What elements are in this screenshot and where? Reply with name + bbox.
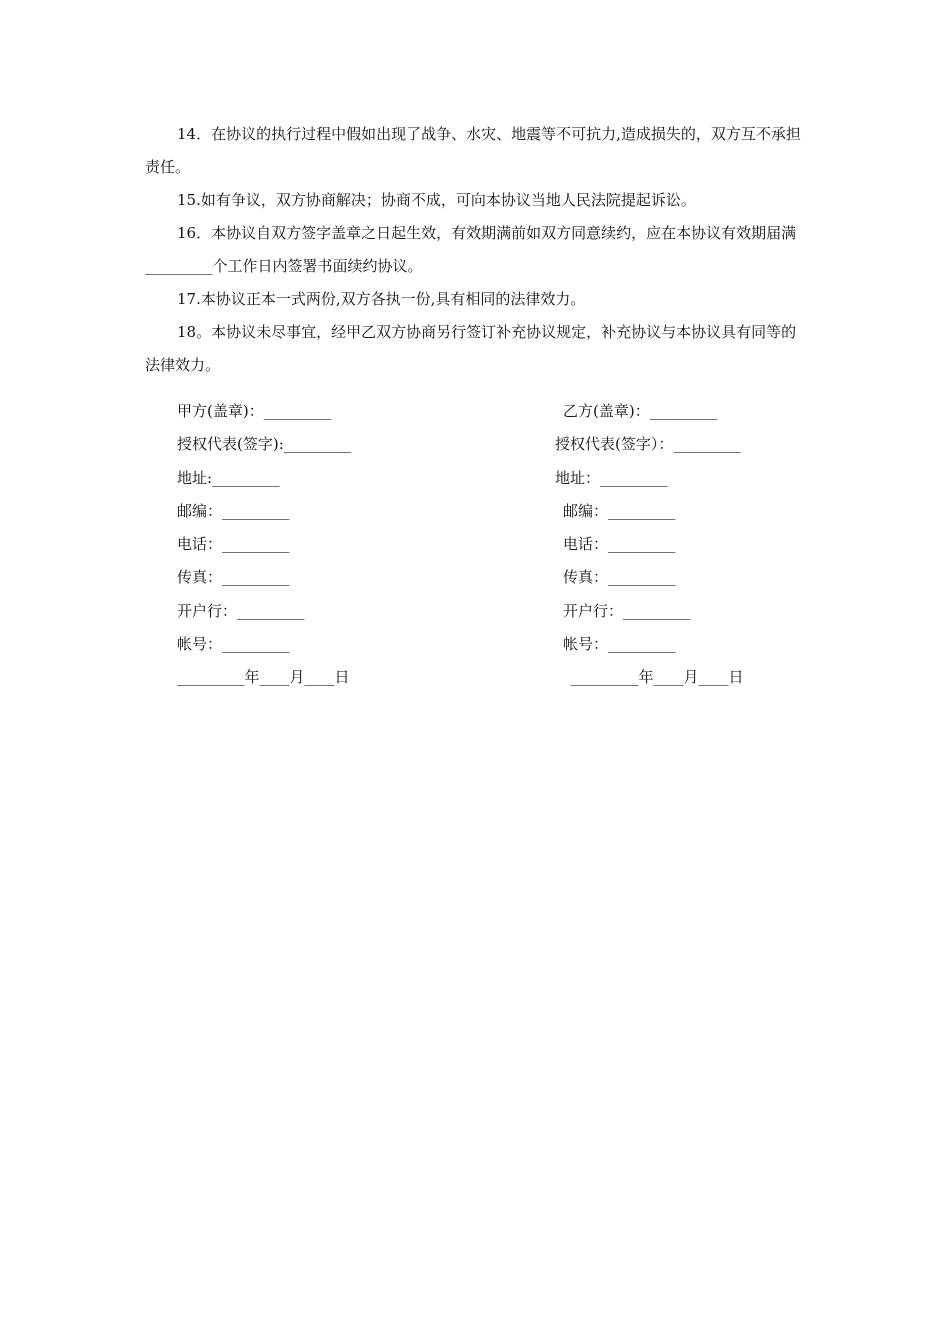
party-b-fax-line: 传真：_________ <box>563 568 676 587</box>
party-a-date-line: _________年____月____日 <box>177 668 350 687</box>
party-b-postcode-line: 邮编：_________ <box>563 501 676 520</box>
party-a-address-line: 地址:_________ <box>177 468 280 487</box>
agreement-clauses <box>145 118 805 382</box>
party-a-seal-line: 甲方(盖章)：_________ <box>177 402 332 420</box>
party-a-account-line: 帐号：_________ <box>177 635 290 654</box>
clause-18: 18。本协议未尽事宜，经甲乙双方协商另行签订补充协议规定，补充协议与本协议具有同等的法律效力。 <box>145 323 797 374</box>
party-a-fax-line: 传真：_________ <box>177 568 290 587</box>
party-b-representative-line: 授权代表(签字）：_________ <box>555 435 741 454</box>
party-b-signature-block <box>555 395 855 695</box>
party-a-signature-block <box>177 395 537 695</box>
clause-16: 16．本协议自双方签字盖章之日起生效，有效期满前如双方同意续约，应在本协议有效期届满_________个工作日内签署书面续约协议。 <box>145 224 797 275</box>
party-a-bank-line: 开户行：_________ <box>177 601 305 620</box>
party-b-bank-line: 开户行：_________ <box>563 601 691 620</box>
party-b-account-line: 帐号：_________ <box>563 635 676 654</box>
party-a-phone-line: 电话：_________ <box>177 535 290 554</box>
party-a-postcode-line: 邮编：_________ <box>177 501 290 520</box>
clause-17: 17.本协议正本一式两份,双方各执一份,具有相同的法律效力。 <box>177 290 586 308</box>
party-a-representative-line: 授权代表(签字):_________ <box>177 435 352 454</box>
clause-14: 14．在协议的执行过程中假如出现了战争、水灾、地震等不可抗力,造成损失的，双方互不承担责任。 <box>145 125 801 176</box>
party-b-phone-line: 电话：_________ <box>563 535 676 554</box>
party-b-seal-line: 乙方(盖章)：_________ <box>563 402 718 420</box>
clause-15: 15.如有争议，双方协商解决；协商不成，可向本协议当地人民法院提起诉讼。 <box>177 191 696 209</box>
party-b-address-line: 地址：_________ <box>555 468 668 487</box>
party-b-date-line: _________年____月____日 <box>571 668 744 687</box>
